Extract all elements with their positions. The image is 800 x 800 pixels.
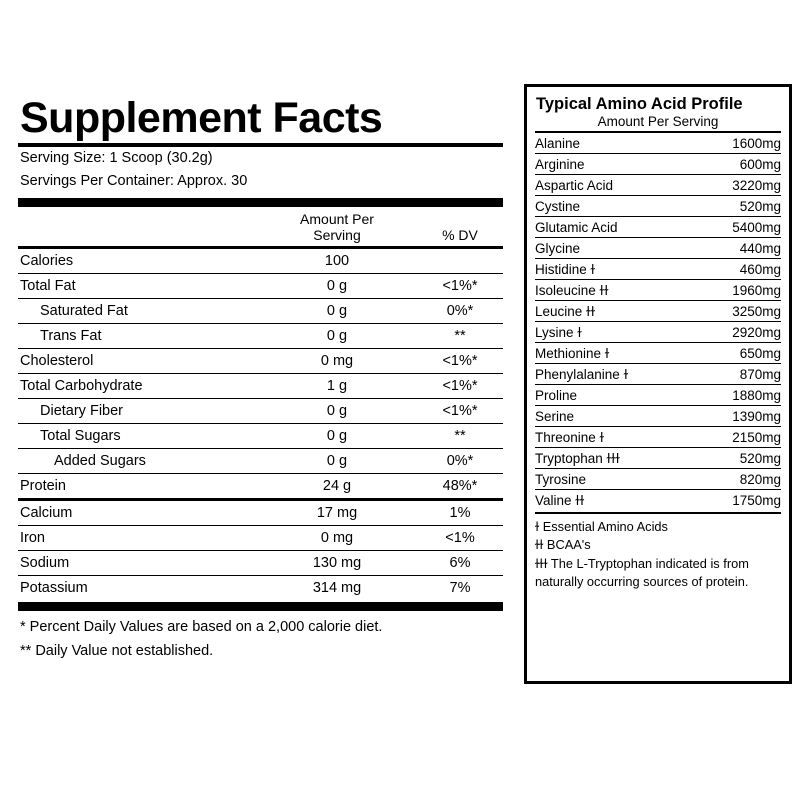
amino-name: Alanine <box>535 132 696 154</box>
header-percent-dv: % DV <box>442 227 478 244</box>
amino-amount: 3250mg <box>696 301 781 322</box>
footnote-essential: ɫ Essential Amino Acids <box>535 519 668 535</box>
table-row <box>535 238 781 259</box>
row-dv: <1%* <box>417 399 503 424</box>
row-name: Sodium <box>18 551 257 576</box>
divider-footnotes <box>18 602 503 611</box>
table-row <box>18 399 503 424</box>
row-amount: 0 g <box>257 449 417 474</box>
row-dv <box>417 248 503 274</box>
amino-name: Glutamic Acid <box>535 217 696 238</box>
row-name: Calcium <box>18 500 257 526</box>
row-dv: <1%* <box>417 374 503 399</box>
row-dv: 1% <box>417 500 503 526</box>
row-dv: <1%* <box>417 349 503 374</box>
header-amount-per-serving <box>257 207 417 248</box>
header-blank <box>18 207 257 248</box>
table-row <box>535 280 781 301</box>
supplement-facts-title: Supplement Facts <box>20 94 383 142</box>
row-dv: <1%* <box>417 274 503 299</box>
table-row <box>18 424 503 449</box>
row-dv: 7% <box>417 576 503 601</box>
amino-amount: 1600mg <box>696 132 781 154</box>
row-amount: 0 g <box>257 274 417 299</box>
row-amount: 0 g <box>257 424 417 449</box>
amino-name: Tryptophan ɫɫɫ <box>535 448 696 469</box>
table-row <box>18 374 503 399</box>
table-row <box>18 248 503 274</box>
table-header-row <box>18 207 503 248</box>
table-row <box>535 427 781 448</box>
row-name: Saturated Fat <box>18 299 257 324</box>
amino-name: Lysine ɫ <box>535 322 696 343</box>
amino-amount: 2150mg <box>696 427 781 448</box>
table-row <box>535 259 781 280</box>
row-dv: 48%* <box>417 474 503 500</box>
amino-amount: 650mg <box>696 343 781 364</box>
table-row <box>18 500 503 526</box>
amino-name: Histidine ɫ <box>535 259 696 280</box>
amino-amount: 440mg <box>696 238 781 259</box>
table-row <box>535 217 781 238</box>
table-row <box>535 154 781 175</box>
table-row <box>535 343 781 364</box>
row-name: Potassium <box>18 576 257 601</box>
amino-amount: 1750mg <box>696 490 781 511</box>
amino-acid-table <box>535 131 781 510</box>
header-amount-line1: Amount Per <box>300 211 374 228</box>
table-row <box>535 175 781 196</box>
servings-per-container-line: Servings Per Container: Approx. 30 <box>20 172 248 189</box>
table-row <box>535 364 781 385</box>
row-amount: 0 mg <box>257 526 417 551</box>
row-name: Total Fat <box>18 274 257 299</box>
amino-amount: 1390mg <box>696 406 781 427</box>
amino-name: Arginine <box>535 154 696 175</box>
table-row <box>18 324 503 349</box>
row-name: Dietary Fiber <box>18 399 257 424</box>
amino-name: Aspartic Acid <box>535 175 696 196</box>
row-name: Added Sugars <box>18 449 257 474</box>
amino-footnotes <box>535 518 781 590</box>
row-name: Total Carbohydrate <box>18 374 257 399</box>
amino-profile-title: Typical Amino Acid Profile <box>536 95 743 113</box>
footnote-tryptophan-line2: naturally occurring sources of protein. <box>535 573 749 589</box>
header-amount-line2: Serving <box>313 227 361 244</box>
amino-profile-subtitle: Amount Per Serving <box>597 114 719 130</box>
row-amount: 130 mg <box>257 551 417 576</box>
table-row <box>18 274 503 299</box>
table-row <box>18 299 503 324</box>
amino-name: Threonine ɫ <box>535 427 696 448</box>
amino-name: Phenylalanine ɫ <box>535 364 696 385</box>
amino-name: Isoleucine ɫɫ <box>535 280 696 301</box>
amino-amount: 870mg <box>696 364 781 385</box>
amino-name: Valine ɫɫ <box>535 490 696 511</box>
table-row <box>18 474 503 500</box>
table-row <box>535 385 781 406</box>
divider-amino-footnotes <box>535 512 781 514</box>
footnote-tryptophan-line1: ɫɫɫ The L-Tryptophan indicated is from <box>535 555 749 571</box>
amino-acid-profile-panel <box>524 84 792 684</box>
divider-servings <box>18 198 503 207</box>
supplement-facts-table <box>18 207 503 600</box>
row-dv: ** <box>417 324 503 349</box>
row-amount: 0 mg <box>257 349 417 374</box>
footnote-percent-dv: * Percent Daily Values are based on a 2,000 calorie diet. <box>20 619 383 636</box>
row-name: Total Sugars <box>18 424 257 449</box>
row-name: Protein <box>18 474 257 500</box>
row-dv: 6% <box>417 551 503 576</box>
amino-name: Methionine ɫ <box>535 343 696 364</box>
row-amount: 24 g <box>257 474 417 500</box>
amino-name: Cystine <box>535 196 696 217</box>
table-row <box>18 349 503 374</box>
amino-amount: 520mg <box>696 448 781 469</box>
amino-name: Tyrosine <box>535 469 696 490</box>
amino-amount: 520mg <box>696 196 781 217</box>
row-amount: 0 g <box>257 399 417 424</box>
row-dv: 0%* <box>417 449 503 474</box>
row-amount: 314 mg <box>257 576 417 601</box>
row-amount: 17 mg <box>257 500 417 526</box>
table-row <box>18 526 503 551</box>
table-row <box>535 448 781 469</box>
row-name: Iron <box>18 526 257 551</box>
amino-name: Proline <box>535 385 696 406</box>
table-row <box>535 301 781 322</box>
row-amount: 0 g <box>257 299 417 324</box>
row-name: Trans Fat <box>18 324 257 349</box>
amino-amount: 5400mg <box>696 217 781 238</box>
amino-amount: 1960mg <box>696 280 781 301</box>
row-amount: 1 g <box>257 374 417 399</box>
amino-amount: 600mg <box>696 154 781 175</box>
table-row <box>535 132 781 154</box>
amino-name: Glycine <box>535 238 696 259</box>
row-dv: <1% <box>417 526 503 551</box>
row-dv: ** <box>417 424 503 449</box>
row-amount: 0 g <box>257 324 417 349</box>
table-row <box>535 196 781 217</box>
supplement-facts-panel <box>8 84 513 684</box>
table-row <box>18 551 503 576</box>
table-row <box>18 576 503 601</box>
table-row <box>535 490 781 511</box>
footnote-bcaa: ɫɫ BCAA's <box>535 537 591 553</box>
table-row <box>535 406 781 427</box>
table-row <box>535 322 781 343</box>
amino-name: Serine <box>535 406 696 427</box>
row-dv: 0%* <box>417 299 503 324</box>
amino-amount: 3220mg <box>696 175 781 196</box>
footnote-daily-value: ** Daily Value not established. <box>20 643 214 660</box>
serving-size-line: Serving Size: 1 Scoop (30.2g) <box>20 150 213 167</box>
row-name: Cholesterol <box>18 349 257 374</box>
table-row <box>18 449 503 474</box>
amino-amount: 2920mg <box>696 322 781 343</box>
row-amount: 100 <box>257 248 417 274</box>
amino-amount: 820mg <box>696 469 781 490</box>
amino-name: Leucine ɫɫ <box>535 301 696 322</box>
row-name: Calories <box>18 248 257 274</box>
amino-amount: 1880mg <box>696 385 781 406</box>
table-row <box>535 469 781 490</box>
amino-amount: 460mg <box>696 259 781 280</box>
